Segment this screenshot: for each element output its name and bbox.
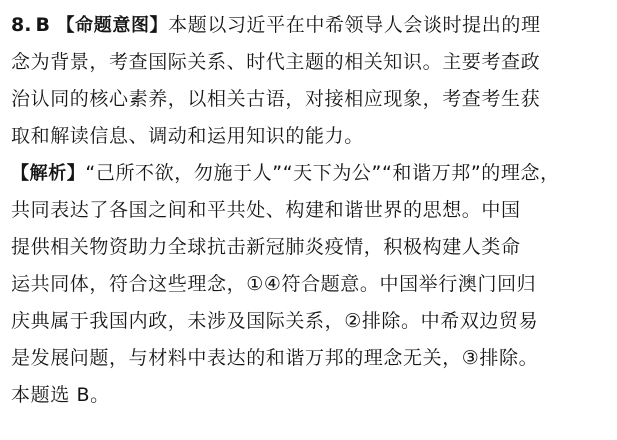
question-number: 8.	[11, 14, 32, 36]
intent-text: 本题以习近平在中希领导人会谈时提出的理	[168, 14, 541, 36]
analysis-conclusion: 本题选 B。	[11, 384, 110, 406]
analysis-line-1	[11, 158, 560, 188]
analysis-text: 庆典属于我国内政，未涉及国际关系，②排除。中希双边贸易	[11, 310, 539, 332]
analysis-text: 提供相关物资助力全球抗击新冠肺炎疫情，积极构建人类命	[11, 236, 521, 258]
intent-line-4	[11, 121, 364, 151]
analysis-text: 运共同体，符合这些理念，①④符合题意。中国举行澳门回归	[11, 273, 537, 295]
analysis-line-4	[11, 269, 536, 299]
intent-tag: 【命题意图】	[56, 15, 169, 36]
analysis-text: 是发展问题，与材料中表达的和谐万邦的理念无关，③排除。	[11, 347, 539, 369]
analysis-text: “己所不欲，勿施于人”“天下为公”“和谐万邦”的理念，	[85, 162, 560, 184]
analysis-line-6	[11, 343, 538, 373]
analysis-line-2	[11, 195, 521, 225]
analysis-line-3	[11, 232, 521, 262]
analysis-line-7	[11, 380, 110, 410]
analysis-tag: 【解析】	[11, 163, 86, 184]
analysis-text: 共同表达了各国之间和平共处、构建和谐世界的思想。中国	[11, 199, 521, 221]
intent-line-3	[11, 84, 540, 114]
intent-text: 治认同的核心素养，以相关古语，对接相应现象，考查考生获	[11, 88, 541, 110]
intent-text: 取和解读信息、调动和运用知识的能力。	[11, 125, 364, 147]
intent-text: 念为背景，考查国际关系、时代主题的相关知识。主要考查政	[11, 51, 541, 73]
intent-line-2	[11, 47, 540, 77]
intent-line-1	[11, 10, 541, 40]
analysis-line-5	[11, 306, 538, 336]
answer-letter: B	[35, 14, 51, 36]
